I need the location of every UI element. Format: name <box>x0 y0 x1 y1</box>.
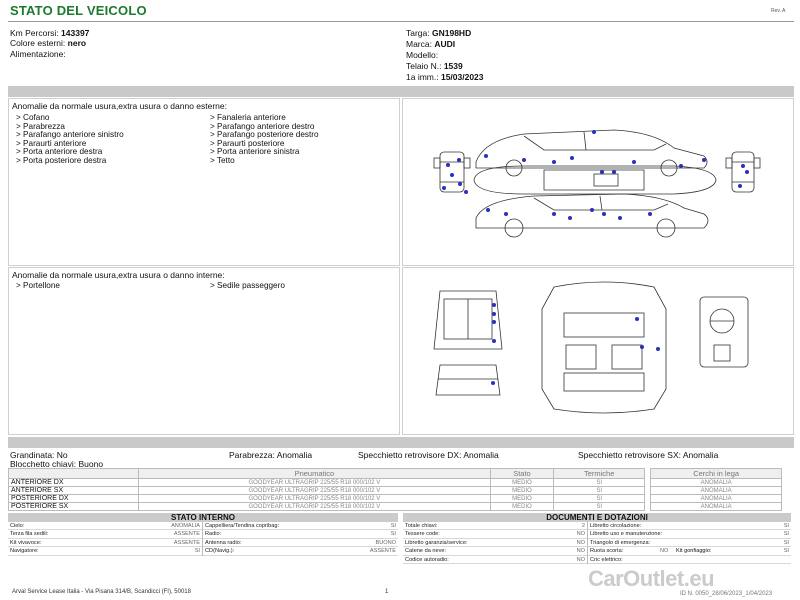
row-key: Kit vivavoce: <box>10 539 42 546</box>
footer-id: ID N. 0050_28/06/2023_1/04/2023 <box>680 591 773 597</box>
documents-row <box>588 547 791 555</box>
chassis-row <box>406 61 463 71</box>
table-row <box>9 503 782 511</box>
tyre-rims: ANOMALIA <box>651 503 782 511</box>
car-side-view-right <box>476 194 708 237</box>
list-item: > Tetto <box>210 155 235 165</box>
interior-right-col <box>203 522 398 556</box>
documents-row <box>588 539 791 547</box>
external-damage-list-2 <box>210 114 319 166</box>
row-value: SI <box>194 548 200 555</box>
row-value: 2 <box>581 523 585 529</box>
interior-row <box>203 539 398 547</box>
row-value: SI <box>390 531 396 538</box>
interior-row <box>8 547 202 555</box>
chassis-label: Telaio N.: <box>406 61 442 71</box>
documents-row <box>403 522 587 530</box>
interior-row <box>203 530 398 538</box>
list-item: > Parafango anteriore sinistro <box>16 130 124 140</box>
row-value: SI <box>783 523 789 529</box>
summary-bar <box>8 437 794 448</box>
documents-row <box>403 530 587 538</box>
row-key: Libretto circolazione: <box>590 523 642 529</box>
car-side-view-left <box>476 130 707 176</box>
footer-company: Arval Service Lease Italia - Via Pisana 314/B, Scandicci (FI), 50018 <box>12 589 191 595</box>
list-item: > Porta posteriore destra <box>16 155 107 165</box>
tyre-model: GOODYEAR ULTRAGRIP 225/55 R18 000/102 V <box>139 479 491 487</box>
documents-row <box>403 556 587 564</box>
kit-gonfiaggio-value: SI <box>783 548 789 555</box>
list-item: > Paraurti posteriore <box>210 138 285 148</box>
tyre-state: MEDIO <box>490 487 553 495</box>
tyre-model: GOODYEAR ULTRAGRIP 225/55 R18 000/102 V <box>139 495 491 503</box>
documents-row <box>588 522 791 530</box>
row-key: Cappelliera/Tendina copribag: <box>205 523 280 529</box>
fuel-label: Alimentazione: <box>10 49 66 59</box>
trunk-view <box>434 291 502 349</box>
row-key: Codice autoradio: <box>405 556 449 563</box>
plate-row <box>406 28 471 38</box>
color-row <box>10 38 86 48</box>
divider <box>8 21 794 22</box>
list-item: > Parafango posteriore destro <box>210 130 319 140</box>
row-value: ASSENTE <box>369 548 396 555</box>
row-key: Ruota scorta: <box>590 548 624 555</box>
external-damage-title: Anomalie da normale usura,extra usura o danno esterne: <box>12 101 227 111</box>
hail-status: Grandinata: No <box>10 450 68 460</box>
tyres-table <box>8 468 782 511</box>
car-top-view <box>474 166 716 194</box>
tyre-thermal: SI <box>554 495 645 503</box>
list-item: > Parafango anteriore destro <box>210 121 315 131</box>
section-bar <box>8 86 794 97</box>
table-header <box>9 469 782 479</box>
mirror-dx-status: Specchietto retrovisore DX: Anomalia <box>358 450 499 460</box>
page-title: STATO DEL VEICOLO <box>10 3 147 18</box>
row-key: Radio: <box>205 531 222 538</box>
table-row <box>9 487 782 495</box>
list-item: > Parabrezza <box>16 121 65 131</box>
list-item: > Porta anteriore sinistra <box>210 147 300 157</box>
registration-row <box>406 72 484 82</box>
documents-section <box>403 513 791 564</box>
list-item: > Sedile passeggero <box>210 281 285 290</box>
tyre-rims: ANOMALIA <box>651 479 782 487</box>
row-value: NO <box>576 556 585 563</box>
row-value: ASSENTE <box>173 539 200 546</box>
row-value: NO <box>576 531 585 538</box>
interior-row <box>203 522 398 530</box>
list-item: > Fanaleria anteriore <box>210 113 286 122</box>
row-key: CD(Navig.): <box>205 548 235 555</box>
tyre-position: ANTERIORE DX <box>9 479 139 487</box>
interior-title: STATO INTERNO <box>8 513 398 522</box>
row-key: Triangolo di emergenza: <box>590 539 651 546</box>
interior-section <box>8 513 398 556</box>
car-front-view <box>434 152 470 192</box>
revision-label: Rev. A <box>771 8 786 14</box>
interior-row <box>8 530 202 538</box>
interior-left-col <box>8 522 203 556</box>
color-label: Colore esterni: <box>10 38 66 48</box>
documents-title: DOCUMENTI E DOTAZIONI <box>403 513 791 522</box>
row-value: ANOMALIA <box>171 523 200 529</box>
header-tyre: Pneumatico <box>139 469 491 479</box>
row-key: Cielo: <box>10 523 25 529</box>
tyre-thermal: SI <box>554 503 645 511</box>
documents-row <box>588 530 791 538</box>
interior-row <box>8 522 202 530</box>
color-value: nero <box>67 38 87 48</box>
brand-value: AUDI <box>434 39 456 49</box>
km-label: Km Percorsi: <box>10 28 59 38</box>
header-rims: Cerchi in lega <box>651 469 782 479</box>
internal-car-diagram <box>404 269 792 433</box>
row-key: Totale chiavi: <box>405 523 438 529</box>
registration-label: 1a imm.: <box>406 72 439 82</box>
tyre-position: POSTERIORE DX <box>9 495 139 503</box>
brand-row <box>406 39 455 49</box>
row-value: NO <box>576 539 585 546</box>
row-value: ASSENTE <box>173 531 200 538</box>
list-item: > Portellone <box>16 281 60 290</box>
fuel-row <box>10 49 66 59</box>
chassis-value: 1539 <box>443 61 463 71</box>
watermark-logo: CarOutlet.eu <box>588 566 715 591</box>
documents-row <box>588 556 791 564</box>
row-key: Libretto uso e manutenzione: <box>590 531 663 538</box>
external-damage-list-1 <box>16 114 124 166</box>
internal-damage-list-1 <box>16 282 60 291</box>
internal-damage-panel <box>8 267 400 435</box>
table-row <box>9 495 782 503</box>
tyre-thermal: SI <box>554 487 645 495</box>
kit-gonfiaggio-label: Kit gonfiaggio: <box>676 548 712 555</box>
row-value: SI <box>390 523 396 529</box>
model-label: Modello: <box>406 50 439 60</box>
row-value: SI <box>783 539 789 546</box>
header-state: Stato <box>490 469 553 479</box>
header-thermal: Termiche <box>554 469 645 479</box>
brand-label: Marca: <box>406 39 432 49</box>
interior-grid <box>8 522 398 556</box>
row-key: Tessere code: <box>405 531 440 538</box>
documents-row <box>403 539 587 547</box>
row-key: Terza fila sedili: <box>10 531 49 538</box>
tyre-position: POSTERIORE SX <box>9 503 139 511</box>
row-value: NO <box>660 548 669 555</box>
row-key: Navigatore: <box>10 548 39 555</box>
tyre-state: MEDIO <box>490 503 553 511</box>
mirror-sx-status: Specchietto retrovisore SX: Anomalia <box>578 450 719 460</box>
interior-row <box>203 547 398 555</box>
tyre-state: MEDIO <box>490 495 553 503</box>
tyre-position: ANTERIORE SX <box>9 487 139 495</box>
row-key: Antenna radio: <box>205 539 242 546</box>
steering-view <box>700 297 748 367</box>
tyre-state: MEDIO <box>490 479 553 487</box>
documents-left-col <box>403 522 588 564</box>
internal-damage-title: Anomalie da normale usura,extra usura o danno interne: <box>12 270 225 280</box>
tyre-thermal: SI <box>554 479 645 487</box>
key-lock-status: Blocchetto chiavi: Buono <box>10 459 104 469</box>
km-row <box>10 28 89 38</box>
table-row <box>9 479 782 487</box>
km-value: 143397 <box>61 28 90 38</box>
dashboard-view <box>436 365 500 395</box>
documents-row <box>403 547 587 555</box>
footer-page-number: 1 <box>385 589 389 595</box>
list-item: > Cofano <box>16 113 50 122</box>
plate-value: GN198HD <box>432 28 472 38</box>
car-rear-view <box>726 152 760 192</box>
cabin-top-view <box>542 282 666 413</box>
row-value: SI <box>783 531 789 538</box>
header-name <box>9 469 139 479</box>
windshield-status: Parabrezza: Anomalia <box>229 450 313 460</box>
interior-row <box>8 539 202 547</box>
row-key: Cric elettrico: <box>590 556 623 563</box>
tyre-rims: ANOMALIA <box>651 495 782 503</box>
list-item: > Paraurti anteriore <box>16 138 87 148</box>
tyre-rims: ANOMALIA <box>651 487 782 495</box>
row-value: BUONO <box>375 539 396 546</box>
row-key: Catene da neve: <box>405 548 447 555</box>
plate-label: Targa: <box>406 28 430 38</box>
tyre-model: GOODYEAR ULTRAGRIP 225/55 R18 000/102 V <box>139 487 491 495</box>
row-key: Libretto garanzia/service: <box>405 539 468 546</box>
row-value: NO <box>576 548 585 555</box>
external-car-diagram <box>404 100 792 264</box>
documents-right-col <box>588 522 791 564</box>
model-row <box>406 50 438 60</box>
internal-damage-list-2 <box>210 282 285 291</box>
tyre-model: GOODYEAR ULTRAGRIP 225/55 R18 000/102 V <box>139 503 491 511</box>
list-item: > Porta anteriore destra <box>16 147 103 157</box>
registration-value: 15/03/2023 <box>440 72 484 82</box>
documents-grid <box>403 522 791 564</box>
